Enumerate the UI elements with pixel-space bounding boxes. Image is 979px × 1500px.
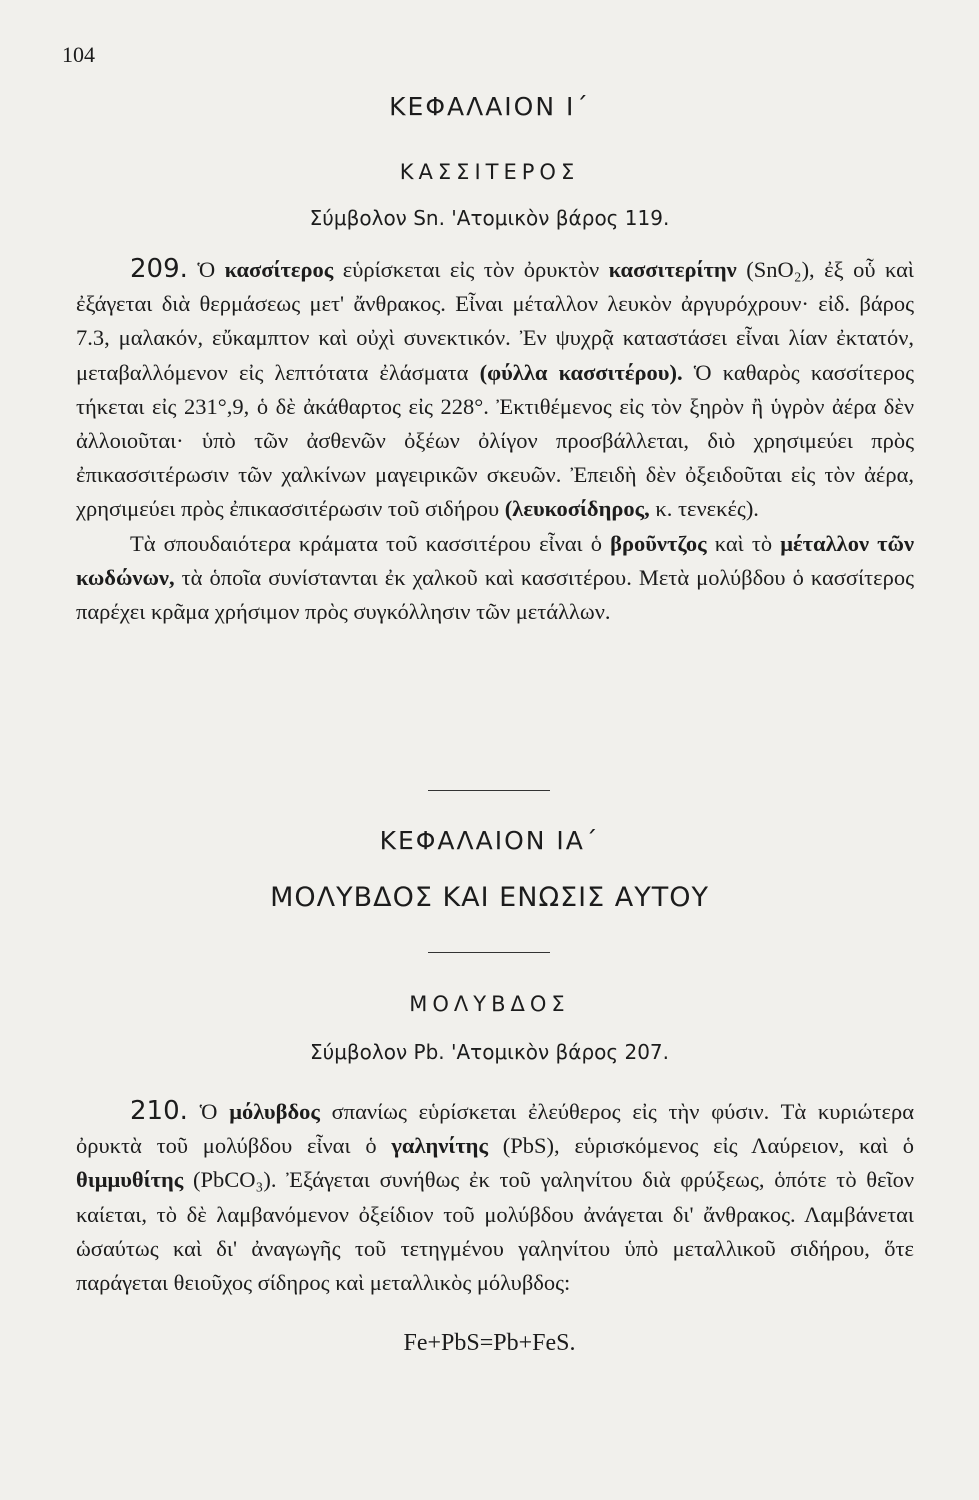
bold-term: μέταλλον τῶν κωδώνων, (76, 530, 914, 590)
divider-rule (428, 952, 550, 953)
paragraph-209-alloys: Τὰ σπουδαιότερα κράματα τοῦ κασσιτέρου εἶναι ὁ βροῦντζος καὶ τὸ μέταλλον τῶν κωδώνων, τὰ ὁποῖα συνίστανται ἐκ χαλκοῦ καὶ κασσιτέρου. Μετὰ μολύβδου ὁ κασσίτερος παρέχει κρᾶμα χρήσιμον πρὸς συγκόλλησιν τῶν μετάλλων. (76, 530, 914, 625)
bold-term: κασσιτερίτην (608, 257, 737, 282)
bold-term: (φύλλα κασσιτέρου). (479, 359, 683, 385)
paragraph-number: 209. (130, 254, 188, 284)
paragraph-209: 209. Ὁ κασσίτερος εὑρίσκεται εἰς τὸν ὀρυκτὸν κασσιτερίτην (SnO₂), ἐξ οὗ καὶ ἐξάγεται διὰ θερμάσεως μετ' ἄνθρακος. Εἶναι μέταλλον λευκὸν ἀργυρόχρουν· εἰδ. βάρος 7.3, μαλακόν, εὔκαμπτον καὶ οὐχὶ συνεκτικόν. Ἐν ψυχρᾷ καταστάσει εἶναι λίαν ἐκτατόν, μεταβαλλόμενον εἰς λεπτότατα ἐλάσματα (φύλλα κασσιτέρου). Ὁ καθαρὸς κασσίτερος τήκεται εἰς 231°,9, ὁ δὲ ἀκάθαρτος εἰς 228°. Ἐκτιθέμενος εἰς τὸν ξηρὸν ἢ ὑγρὸν ἀέρα δὲν ἀλλοιοῦται· ὑπὸ τῶν ἀσθενῶν ὀξέων ὀλίγον προσβάλλεται, διὸ χρησιμεύει πρὸς ἐπικασσιτέρωσιν τῶν χαλκίνων μαγειρικῶν σκευῶν. Ἐπειδὴ δὲν ὀξειδοῦται εἰς τὸν ἀέρα, χρησιμεύει πρὸς ἐπικασσιτέρωσιν τοῦ σιδήρου (λευκοσίδηρος, κ. τενεκές). Τὰ σπουδαιότερα κράματα τοῦ κασσιτέρου εἶναι ὁ βροῦντζος καὶ τὸ μέταλλον τῶν κωδώνων, τὰ ὁποῖα συνίστανται ἐκ χαλκοῦ καὶ κασσιτέρου. Μετὰ μολύβδου ὁ κασσίτερος παρέχει κρᾶμα χρήσιμον πρὸς συγκόλλησιν τῶν μετάλλων. (76, 252, 914, 629)
element-symbol-line-lead: Σύμβολον Pb. 'Ατομικὸν βάρος 207. (309, 1040, 669, 1064)
chapter-label-2: ΚΕΦΑΛΑΙΟΝ ΙΑ΄ (379, 826, 600, 855)
section-heading-lead: ΜΟΛΥΒΔΟΣ (409, 992, 570, 1016)
bold-term: κασσίτερος (224, 257, 334, 282)
bold-term: θιμμυθίτης (76, 1167, 184, 1193)
bold-term: βροῦντζος (610, 530, 707, 556)
chemical-equation: Fe+PbS=Pb+FeS. (403, 1330, 576, 1356)
divider-rule (428, 790, 550, 791)
chapter-title-lead: ΜΟΛΥΒΔΟΣ ΚΑΙ ΕΝΩΣΙΣ ΑΥΤΟΥ (270, 882, 709, 913)
bold-term: μόλυβδος (229, 1099, 320, 1124)
section-heading-tin: ΚΑΣΣΙΤΕΡΟΣ (399, 160, 580, 184)
bold-term: γαληνίτης (391, 1133, 488, 1159)
paragraph-210: 210. Ὁ μόλυβδος σπανίως εὑρίσκεται ἐλεύθερος εἰς τὴν φύσιν. Τὰ κυριώτερα ὀρυκτὰ τοῦ μολύβδου εἶναι ὁ γαληνίτης (PbS), εὑρισκόμενος εἰς Λαύρειον, καὶ ὁ θιμμυθίτης (PbCO₃). Ἐξάγεται συνήθως ἐκ τοῦ γαληνίτου διὰ φρύξεως, ὁπότε τὸ θεῖον καίεται, τὸ δὲ λαμβανόμενον ὀξείδιον τοῦ μολύβδου ἀνάγεται δι' ἄνθρακος. Λαμβάνεται ὡσαύτως καὶ δι' ἀναγωγῆς τοῦ τετηγμένου γαληνίτου ὑπὸ μεταλλικοῦ σιδήρου, ὅτε παράγεται θειοῦχος σίδηρος καὶ μεταλλικὸς μόλυβδος: (76, 1096, 914, 1296)
chapter-label-1: ΚΕΦΑΛΑΙΟΝ Ι΄ (389, 92, 590, 121)
bold-term: (λευκοσίδηρος, (504, 496, 650, 522)
paragraph-number: 210. (130, 1096, 188, 1126)
page-number: 104 (62, 42, 95, 67)
element-symbol-line-tin: Σύμβολον Sn. 'Ατομικὸν βάρος 119. (309, 206, 670, 230)
